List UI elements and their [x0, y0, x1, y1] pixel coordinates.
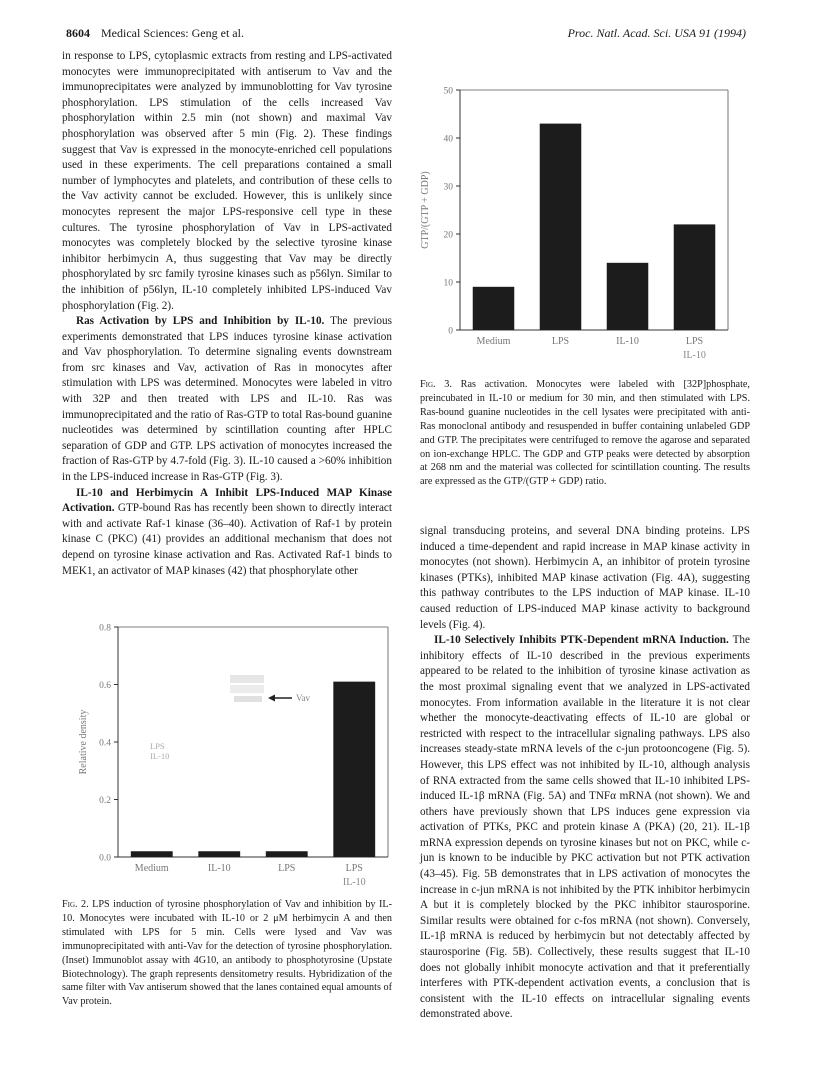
fig2-inset-band [230, 675, 264, 683]
paragraph-map-kinase-cont: signal transducing proteins, and several DNA binding proteins. LPS induced a time-dependent and rapid increase in MAP kinase activity in monocytes (not shown). Herbimycin A, an inhibitor of protein tyrosine kinases (PTKs), inhibited MAP kinase activation (Fig. 4A), suggesting this pathway contributes to the LPS induction of MAP kinase. IL-10 caused reduction of LPS-induced MAP kinase activity to background levels (Fig. 4). [420, 525, 750, 631]
fig2-inset-band [234, 696, 262, 702]
journal-section-title: Medical Sciences: Geng et al. [101, 26, 244, 40]
fig2-x-tick-label: IL-10 [207, 863, 231, 874]
fig2-inset-vav-label: Vav [296, 693, 310, 703]
fig2-y-axis-label: Relative density [78, 709, 89, 775]
fig2-caption-label: Fig. 2. [62, 899, 89, 910]
fig2-y-tick-label: 0.6 [99, 681, 111, 691]
fig2-bar [266, 851, 308, 857]
fig3-y-tick-label: 10 [443, 278, 453, 289]
paragraph-map-kinase: IL-10 and Herbimycin A Inhibit LPS-Induced MAP Kinase Activation. GTP-bound Ras has recently been shown to directly interact with and activate Raf-1 kinase (36–40). Activation of Raf-1 by protein kinase C (PKC) (41) provides an additional mechanism that does not depend on tyrosine kinase activation and Ras. Activated Raf-1 binds to MEK1, an activator of MAP kinases (42) that phosphorylate other [62, 486, 392, 577]
vav-arrowhead-icon [268, 695, 275, 702]
fig2-x-tick-label: Medium [134, 863, 169, 874]
fig2-y-tick-label: 0.4 [99, 738, 111, 749]
paragraph-mrna-induction: IL-10 Selectively Inhibits PTK-Dependent mRNA Induction. The inhibitory effects of IL-10 described in the previous experiments appeared to be related to the inhibition of tyrosine kinase activation as the most proximal signaling event that we analyzed in LPS-activated monocytes. From information available in the literature it is not clear whether the monocyte-deactivating effects of IL-10 are global or restricted with respect to the intracellular signaling pathways. LPS also increases steady-state mRNA levels of the c-jun protooncogene (Fig. 5). However, this LPS effect was not inhibited by IL-10, although analysis of RNA extracted from the same cells showed that IL-10 inhibited LPS-induced IL-1β mRNA (Fig. 5A) and TNFα mRNA (not shown). We and others have previously shown that LPS induces gene expression via activation of PTKs, PKC and protein kinase A (PKA) (20, 21). IL-1β mRNA expression depends on tyrosine kinases but not on PKC, while c-jun is known to be inducible by PKC activation but not PTK activation (43–45). Fig. 5B demonstrates that in LPS activation of monocytes the increase in c-jun mRNA is not inhibited by the PTK inhibitor herbimycin A but it is completely blocked by the PKC inhibitor staurosporine. Similar results were obtained for c-fos mRNA (not shown). Conversely, IL-1β mRNA is reduced by herbimycin but not detectably affected by staurosporine (Fig. 5B). Collectively, these results suggest that IL-10 does not globally inhibit monocyte activation and that it preferentially interferes with PTK-dependent activation events, a conclusion that is consistent with the IL-10 effects on intracellular signaling events demonstrated above. [420, 634, 750, 1021]
fig3-x-tick-label: LPS [685, 336, 704, 347]
running-header-left [66, 26, 244, 41]
fig3-chart [410, 78, 750, 368]
right-text-column [420, 524, 750, 1023]
fig2-chart [62, 615, 402, 895]
fig2-caption-text: LPS induction of tyrosine phosphorylation of Vav and inhibition by IL-10. Monocytes were incubated with IL-10 or 2 μM herbimycin A and then stimulated with LPS for 5 min. Cells were lysed and Vav was immunoprecipitated with anti-Vav for the detection of tyrosine phosphorylation. (Inset) Immunoblot assay with 4G10, an antibody to phosphotyrosine (Upstate Biotechnology). The graph represents densitometry results. Hybridization of the same filter with Vav antiserum showed that the lanes contained equal amounts of Vav protein. [62, 899, 392, 1008]
fig3-bar [540, 124, 582, 330]
fig2-x-tick-sublabel: IL-10 [342, 877, 366, 888]
fig3-x-tick-label: LPS [551, 336, 570, 347]
fig3-bar [674, 224, 716, 330]
fig2-x-tick-label: LPS [345, 863, 363, 874]
fig2-x-tick-label: LPS [278, 863, 296, 874]
fig2-inset-lps-label: LPS [150, 741, 165, 751]
fig3-y-tick-label: 50 [443, 86, 453, 97]
fig3-x-tick-label: IL-10 [616, 336, 639, 347]
fig3-caption [420, 378, 750, 489]
fig3-x-tick-sublabel: IL-10 [683, 350, 706, 361]
section-heading-ras: Ras Activation by LPS and Inhibition by IL-10. [76, 315, 325, 328]
fig2-bar [198, 851, 240, 857]
fig3-y-tick-label: 20 [443, 230, 453, 241]
fig3-bar [473, 287, 515, 330]
fig3-caption-text: Ras activation. Monocytes were labeled with [32P]phosphate, preincubated in IL-10 or medium for 30 min, and then stimulated with LPS. Ras-bound guanine nucleotides in the cell lysates were precipitated with anti-Ras monoclonal antibody and resuspended in buffer containing unlabeled GDP and GTP. The precipitates were centrifuged to remove the agarose and separated on ion-exchange HPLC. The GDP and GTP peaks were detected by absorption at 268 nm and the material was collected for scintillation counting. The results are expressed as the GTP/(GTP + GDP) ratio. [420, 379, 750, 488]
section-heading-map-kinase: IL-10 and Herbimycin A Inhibit LPS-Induced MAP Kinase Activation. [62, 486, 392, 515]
fig2-bar [131, 851, 173, 857]
paragraph-vav-phosphorylation: in response to LPS, cytoplasmic extracts from resting and LPS-activated monocytes were immunoprecipitated with antiserum to Vav and the immunoprecipitates were analyzed by immunoblotting for Vav tyrosine phosphorylation. LPS stimulation of the cells increased Vav phosphorylation within 2.5 min (not shown) and maximal Vav phosphorylation was observed after 5 min (Fig. 2). These findings suggest that Vav is expressed in the monocyte-enriched cell populations used in these experiments. The cell preparations contained a small number of lymphocytes and platelets, and contribution of these cells to the Vav activity cannot be excluded. However, this is unlikely since monocytes represent the major LPS-responsive cell type in these cultures. The tyrosine phosphorylation of Vav in LPS-activated monocytes was completely blocked by the selective tyrosine kinase inhibitor herbimycin A, thus suggesting that Vav may be directly phosphorylated by src family tyrosine kinases such as p56lyn. Similar to the inhibition of p56lyn, IL-10 completely inhibited LPS-induced Vav phosphorylation (Fig. 2). [62, 50, 392, 312]
fig2-inset-il10-label: IL-10 [150, 751, 170, 761]
fig2-inset-band [230, 685, 264, 693]
fig2-inset-blot [150, 675, 310, 761]
fig2-y-tick-label: 0.2 [99, 796, 111, 806]
fig3-y-tick-label: 0 [448, 326, 453, 337]
fig2-bar [333, 682, 375, 857]
fig3-y-tick-label: 40 [443, 134, 453, 145]
fig3-y-axis-label: GTP/(GTP + GDP) [420, 171, 431, 249]
paragraph-ras-activation: Ras Activation by LPS and Inhibition by IL-10. The previous experiments demonstrated that LPS induces tyrosine kinase activation and Vav phosphorylation. To determine signaling events downstream from src kinases and Vav, activation of Ras in monocytes after stimulation with LPS was determined. Monocytes were labeled in vitro with 32P and then treated with LPS and IL-10. Ras was immunoprecipitated and the ratio of Ras-GTP to total Ras-bound guanine nucleotides was determined by scintillation counting after HPLC separation of GDP and GTP. LPS activation of monocytes increased the fraction of Ras-GTP by 4.7-fold (Fig. 3). IL-10 caused a >60% inhibition in the LPS-induced increase in Ras-GTP (Fig. 3). [62, 315, 392, 484]
fig2-y-tick-label: 0.8 [99, 623, 111, 634]
fig3-y-tick-label: 30 [443, 182, 453, 193]
running-header-right: Proc. Natl. Acad. Sci. USA 91 (1994) [567, 26, 746, 40]
section-heading-mrna: IL-10 Selectively Inhibits PTK-Dependent mRNA Induction. [434, 634, 729, 647]
fig3-x-tick-label: Medium [476, 336, 511, 347]
fig3-caption-label: Fig. 3. [420, 379, 452, 390]
fig2-caption [62, 898, 392, 1009]
left-text-column [62, 49, 392, 579]
fig2-y-tick-label: 0.0 [99, 853, 111, 864]
fig3-bar [607, 263, 649, 330]
page-number: 8604 [66, 26, 90, 40]
